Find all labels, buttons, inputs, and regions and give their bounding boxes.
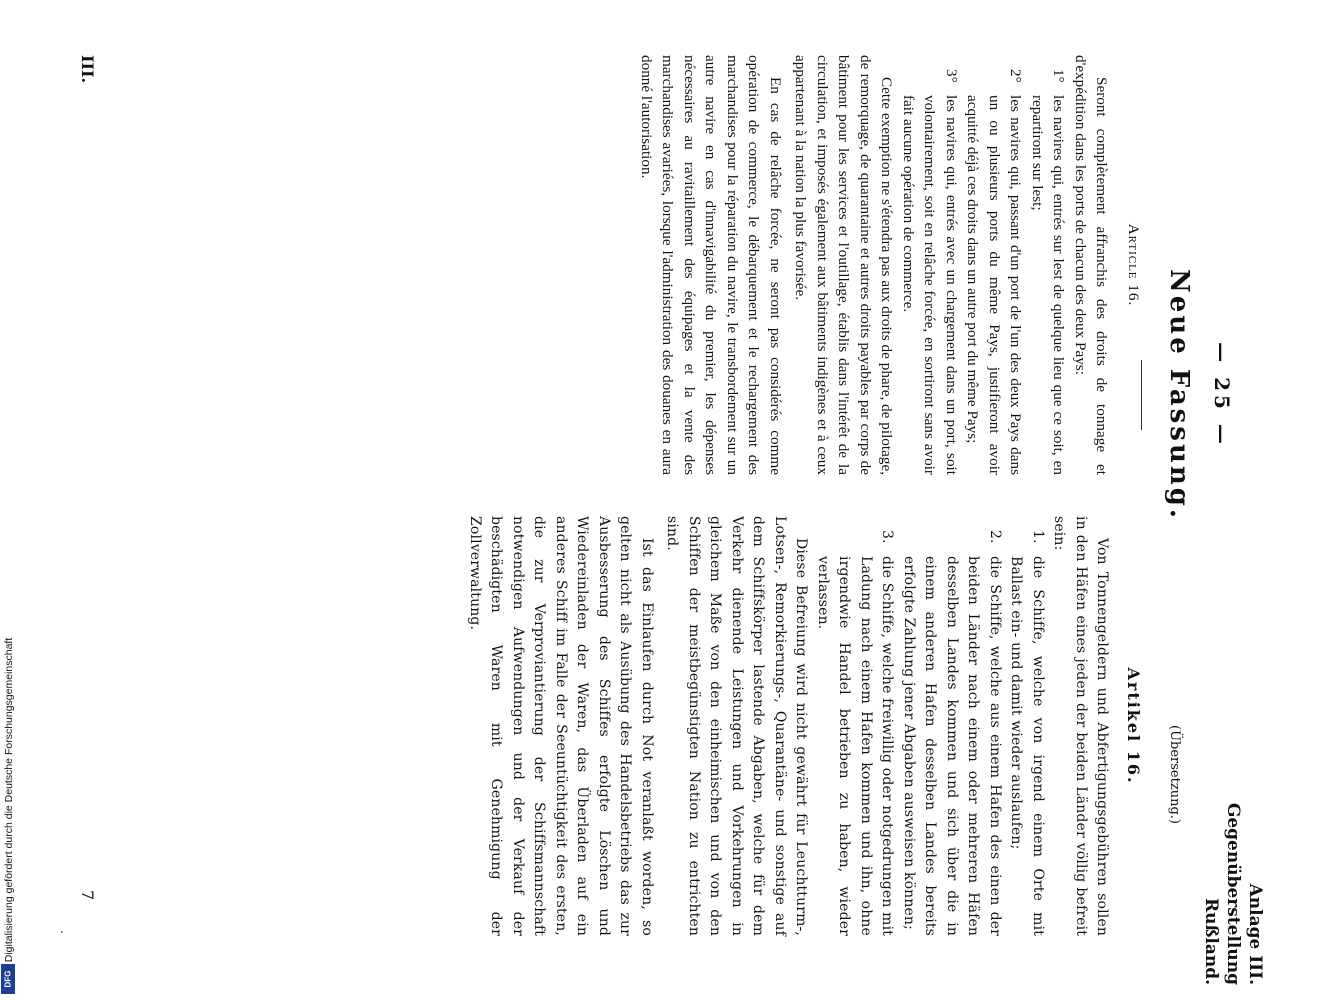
german-exemption-paragraph: Diese Befreiung wird nicht gewährt für Leuchtturm-, Lotsen-, Remorkierungs-, Quarantäne- und sonstige auf dem Schiffskörper lastende Abgaben, welche für dem Verkehr dienende Leistungen und Vorkehrungen in gleichem Maße von den einheimischen und von den Schiffen der meistbegünstigten Nation zu entrichten sind. [664, 516, 810, 936]
annex-title: Anlage III. [1245, 883, 1265, 985]
french-item [898, 69, 963, 475]
footer-left-mark: III. [78, 55, 97, 84]
german-item [898, 530, 1006, 936]
german-item [812, 530, 898, 936]
german-relache-paragraph: Ist das Einlaufen durch Not veranlaßt worden, so gelten nicht als Ausübung des Handelsbetriebs das zur Ausbesserung des Schiffes erfolgte Löschen und Wiedereinladen der Waren, das Überladen auf ein anderes Schiff im Falle der Seeuntüchtigkeit des ersten, die zur Verproviantierung der Schiffsmannschaft notwendigen Aufwendungen und der Verkauf der beschädigten Waren mit Genehmigung der Zollverwaltung. [467, 516, 655, 936]
page-title: Neue Fassung. [1164, 268, 1194, 521]
french-item [962, 69, 1027, 475]
german-intro: Von Tonnengeldern und Abfertigungsgebühren sollen in den Häfen eines jeden der beiden Länder völlig befreit sein: [1051, 516, 1111, 936]
rotated-document-page [52, 0, 1272, 1000]
annex-header [1200, 745, 1266, 985]
french-item [1027, 69, 1070, 475]
dfg-logo-text: DFG [3, 970, 13, 988]
french-exemption-paragraph: Cette exemption ne s'étendra pas aux droits de phare, de pilotage, de remorquage, de quarantaine et autres droits payables par corps de bâtiment pour les services et l'outillage, établis dans l'intérêt de la circulation, et imposés également aux bâtiments indigènes et à ceux appartenant à la nation la plus favorisée. [792, 55, 896, 475]
annex-subtitle: Gegenüberstellung Rußland. [1201, 802, 1243, 985]
digitization-note: Digitalisierung gefördert durch die Deutsche Forschungsgemeinschaft [3, 637, 15, 963]
french-column [636, 55, 1145, 475]
french-intro: Seront complètement affranchis des droits de tonnage et d'expédition dans les ports de chacun des deux Pays: [1072, 55, 1111, 475]
german-item-number: 1. [1030, 530, 1046, 544]
german-article-heading: Artikel 16. [1124, 667, 1143, 785]
french-item-number: 3° [943, 69, 960, 83]
french-item-number: 2° [1007, 69, 1025, 83]
german-item-text: die Schiffe, welche freiwillig oder notgedrungen mit Ladung nach einem Hafen kommen und ihn, ohne irgendwie Handel betrieben zu haben, wieder verlassen. [815, 556, 896, 936]
german-item [1005, 530, 1048, 936]
french-item-text: les navires qui, entrés sur lest de quelque lieu que ce soit, en repartiront sur lest; [1029, 95, 1068, 475]
french-relache-paragraph: En cas de relâche forcée, ne seront pas considérés comme opération de commerce, le débarquement et le rechargement des marchandises pour la réparation du navire, le transbordement sur un autre navire en cas d'innavigabilité du premier, les dépenses nécessaires au ravitaillement des équipages et la vente des marchandises avariées, lorsque l'administration des douanes en aura donné l'autorisation. [638, 55, 784, 475]
french-article-heading: Article 16. [1125, 223, 1142, 307]
german-item-text: die Schiffe, welche von irgend einem Orte mit Ballast ein- und damit wieder auslaufen; [1008, 556, 1046, 936]
german-column [464, 516, 1145, 936]
footer-dot: . [58, 930, 72, 934]
footer-right-mark: 7 [78, 890, 97, 901]
french-item-text: les navires qui, entrés avec un chargement dans un port, soit volontairement, soit en relâche forcée, en sortiront sans avoir fait aucune opération de commerce. [900, 95, 960, 475]
german-item-number: 2. [987, 530, 1003, 544]
german-item-text: die Schiffe, welche aus einem Hafen des einen der beiden Länder nach einem oder mehreren Häfen desselben Landes kommen und sich über die in einem anderen Hafen desselben Landes bereits erfolgte Zahlung jener Abgaben ausweisen können; [901, 556, 1003, 936]
french-item-text: les navires qui, passant d'un port de l'un des deux Pays dans un ou plusieurs ports du même Pays, justifieront avoir acquitté déjà ces droits dans un autre port du même Pays; [964, 95, 1025, 475]
translation-note: (Übersetzung.) [1167, 725, 1182, 824]
digitization-sidebar [0, 0, 18, 1000]
german-item-number: 3. [879, 530, 896, 544]
french-item-number: 1° [1050, 69, 1068, 83]
dfg-logo [1, 964, 15, 994]
page-number: — 25 — [1210, 342, 1234, 448]
